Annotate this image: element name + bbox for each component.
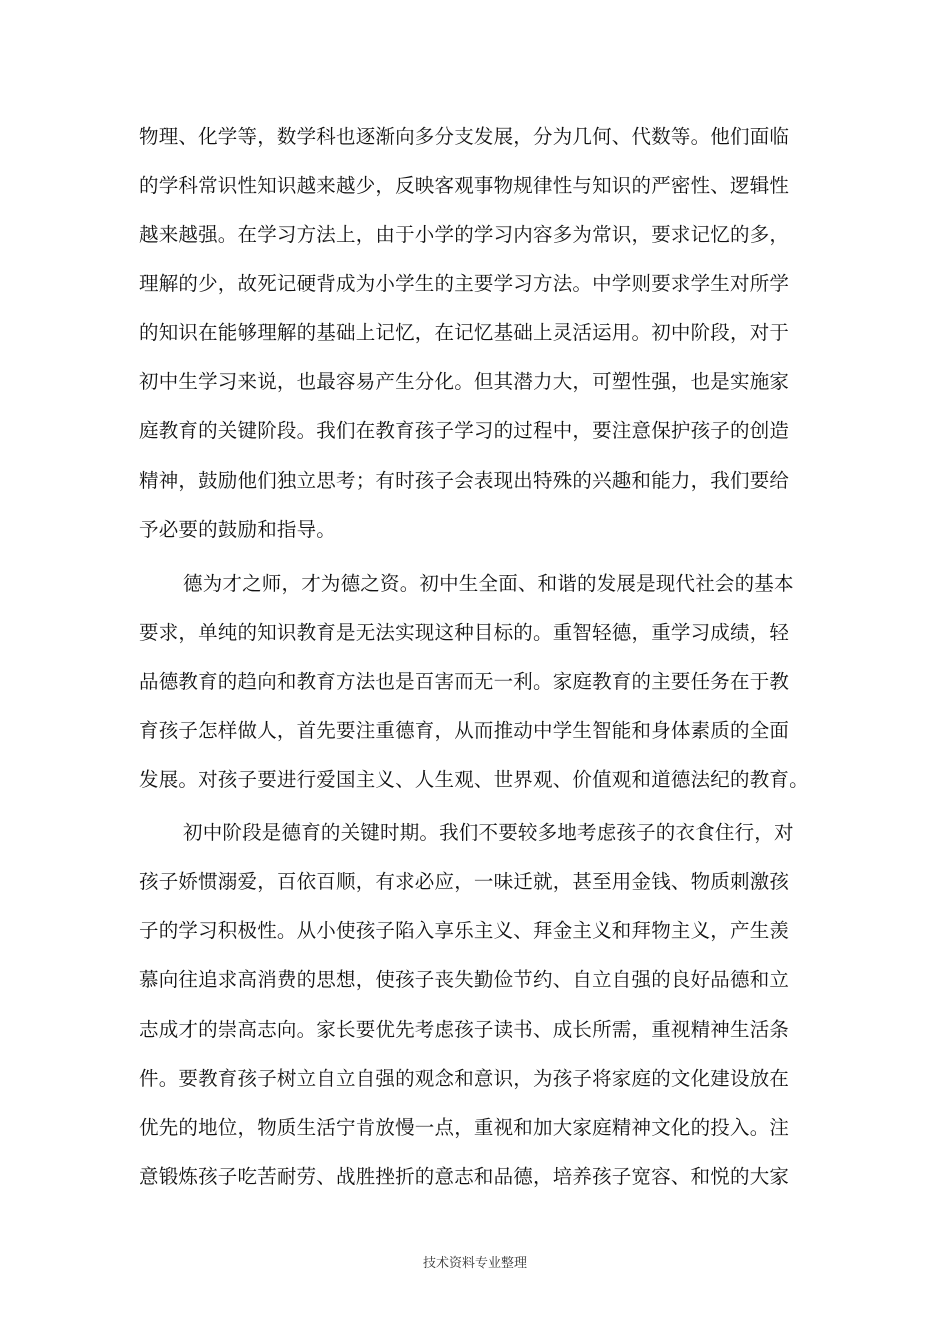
text-line: 育孩子怎样做人，首先要注重德育，从而推动中学生智能和身体素质的全面 <box>139 719 790 742</box>
text-line: 予必要的鼓励和指导。 <box>139 518 337 541</box>
text-line: 优先的地位，物质生活宁肯放慢一点，重视和加大家庭精神文化的投入。注 <box>139 1116 790 1139</box>
text-line: 发展。对孩子要进行爱国主义、人生观、世界观、价值观和道德法纪的教育。 <box>139 768 809 791</box>
text-line: 越来越强。在学习方法上，由于小学的学习内容多为常识，要求记忆的多， <box>139 223 790 246</box>
text-line: 精神，鼓励他们独立思考；有时孩子会表现出特殊的兴趣和能力，我们要给 <box>139 469 790 492</box>
text-line: 慕向往追求高消费的思想，使孩子丧失勤俭节约、自立自强的良好品德和立 <box>139 968 790 991</box>
text-line: 意锻炼孩子吃苦耐劳、战胜挫折的意志和品德，培养孩子宽容、和悦的大家 <box>139 1165 790 1188</box>
text-line: 件。要教育孩子树立自立自强的观念和意识，为孩子将家庭的文化建设放在 <box>139 1067 790 1090</box>
page-footer: 技术资料专业整理 <box>422 1256 527 1271</box>
text-line: 孩子娇惯溺爱，百依百顺，有求必应，一味迁就，甚至用金钱、物质刺激孩 <box>139 870 790 893</box>
text-line: 品德教育的趋向和教育方法也是百害而无一利。家庭教育的主要任务在于教 <box>139 670 790 693</box>
paragraph-first-line: 德为才之师，才为德之资。初中生全面、和谐的发展是现代社会的基本 <box>183 572 794 595</box>
text-line: 的知识在能够理解的基础上记忆，在记忆基础上灵活运用。初中阶段，对于 <box>139 321 790 344</box>
text-line: 要求，单纯的知识教育是无法实现这种目标的。重智轻德，重学习成绩，轻 <box>139 621 790 644</box>
text-line: 初中生学习来说，也最容易产生分化。但其潜力大，可塑性强，也是实施家 <box>139 370 790 393</box>
text-line: 物理、化学等，数学科也逐渐向多分支发展，分为几何、代数等。他们面临 <box>139 125 790 148</box>
text-line: 理解的少，故死记硬背成为小学生的主要学习方法。中学则要求学生对所学 <box>139 272 790 295</box>
text-line: 子的学习积极性。从小使孩子陷入享乐主义、拜金主义和拜物主义，产生羡 <box>139 919 790 942</box>
text-line: 庭教育的关键阶段。我们在教育孩子学习的过程中，要注意保护孩子的创造 <box>139 419 790 442</box>
paragraph-first-line: 初中阶段是德育的关键时期。我们不要较多地考虑孩子的衣食住行，对 <box>183 821 794 844</box>
text-line: 志成才的崇高志向。家长要优先考虑孩子读书、成长所需，重视精神生活条 <box>139 1018 790 1041</box>
text-line: 的学科常识性知识越来越少，反映客观事物规律性与知识的严密性、逻辑性 <box>139 174 790 197</box>
